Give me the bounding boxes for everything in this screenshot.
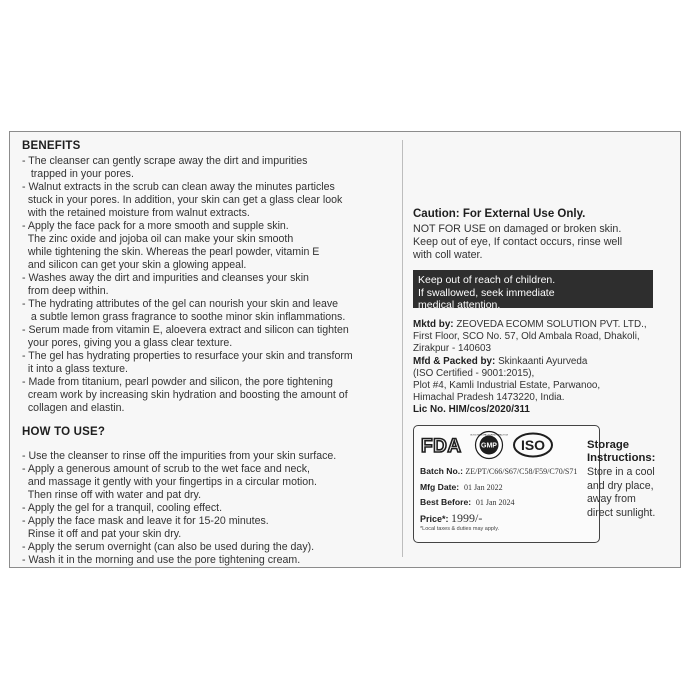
- manufacturer-address-line: Himachal Pradesh 1473220, India.: [413, 392, 565, 404]
- manufacturer-name: Skinkaanti Ayurveda: [498, 355, 588, 367]
- svg-text:GMP: GMP: [481, 442, 497, 450]
- storage-instructions: [587, 439, 679, 520]
- caution-text: [413, 223, 622, 263]
- manufactured-by-label: Mfd & Packed by:: [413, 355, 496, 367]
- caution-line: Keep out of eye, If contact occurs, rinse well: [413, 236, 623, 249]
- how-to-use-heading: HOW TO USE?: [22, 426, 106, 438]
- mfg-date-value: 01 Jan 2022: [463, 482, 503, 492]
- marketer-name: ZEOVEDA ECOMM SOLUTION PVT. LTD.,: [456, 319, 647, 330]
- benefits-line: stuck in your pores. In addition, your skin can get a glass clear look: [22, 194, 343, 206]
- benefits-line: your pores, giving you a glass clear texture.: [22, 337, 233, 349]
- benefits-line: - The hydrating attributes of the gel can nourish your skin and leave: [22, 298, 339, 310]
- svg-text:GOOD MANUFACTURING PRACTICE: GOOD MANUFACTURING PRACTICE: [469, 434, 509, 437]
- benefits-line: - Apply the face pack for a more smooth and supple skin.: [22, 220, 289, 232]
- column-divider: [402, 140, 403, 557]
- how-to-use-line: - Apply the serum overnight (can also be used during the day).: [22, 541, 315, 553]
- storage-title: Instructions:: [587, 452, 656, 464]
- price-label: Price: [420, 513, 443, 524]
- manufacturer-address-line: Plot #4, Kamli Industrial Estate, Parwanoo,: [413, 380, 601, 392]
- warning-line: Keep out of reach of children.: [418, 274, 556, 286]
- storage-line: Store in a cool: [587, 466, 655, 478]
- storage-line: direct sunlight.: [587, 506, 656, 519]
- benefits-heading: BENEFITS: [22, 140, 81, 152]
- price-row: Price*: 1999/-: [420, 510, 483, 525]
- how-to-use-line: and massage it gently with your fingertips in a circular motion.: [22, 476, 317, 488]
- mfg-date-label: Mfg Date:: [420, 481, 460, 492]
- price-value: 1999/-: [451, 510, 483, 525]
- benefits-line: trapped in your pores.: [22, 168, 134, 180]
- batch-info-box: [413, 425, 600, 543]
- certification-logos: [420, 430, 590, 458]
- how-to-use-line: - Apply a generous amount of scrub to the wet face and neck,: [22, 463, 310, 475]
- children-warning-box: [413, 270, 653, 311]
- benefits-line: - Made from titanium, pearl powder and silicon, the pore tightening: [22, 376, 333, 388]
- how-to-use-line: - Wash it in the morning and use the pore tightening cream.: [22, 554, 301, 566]
- benefits-line: cream work by increasing skin hydration and boosting the amount of: [22, 389, 348, 401]
- benefits-line: - The gel has hydrating properties to resurface your skin and transform: [22, 350, 353, 362]
- tax-note: *Local taxes & duties may apply.: [420, 526, 500, 532]
- how-to-use-line: - Apply the face mask and leave it for 15-20 minutes.: [22, 515, 269, 527]
- benefits-line: - Walnut extracts in the scrub can clean away the minutes particles: [22, 181, 335, 193]
- license-number: Lic No. HIM/cos/2020/311: [413, 404, 530, 416]
- caution-line: NOT FOR USE on damaged or broken skin.: [413, 223, 622, 235]
- warning-line: If swallowed, seek immediate: [418, 286, 555, 299]
- storage-line: away from: [587, 493, 636, 505]
- storage-title: Storage: [587, 439, 630, 451]
- caution-line: with coll water.: [413, 249, 483, 262]
- warning-line: medical attention.: [418, 299, 501, 311]
- benefits-line: The zinc oxide and jojoba oil can make your skin smooth: [22, 233, 294, 245]
- best-before-label: Best Before:: [420, 497, 472, 507]
- svg-text:FDA: FDA: [421, 436, 462, 457]
- benefits-line: from deep within.: [22, 285, 109, 297]
- iso-logo-icon: [512, 432, 554, 458]
- how-to-use-line: Rinse it off and pat your skin dry.: [22, 528, 182, 540]
- batch-number-value: ZE/PT/C66/S67/C58/F59/C70/S71: [465, 467, 578, 476]
- manufacturer-certification: (ISO Certified - 9001:2015),: [413, 367, 535, 379]
- benefits-line: - Washes away the dirt and impurities and cleanses your skin: [22, 272, 309, 284]
- batch-number-label: Batch No.:: [420, 466, 463, 476]
- benefits-line: a subtle lemon grass fragrance to soothe minor skin inflammations.: [22, 311, 346, 323]
- benefits-line: collagen and elastin.: [22, 402, 125, 414]
- gmp-seal-icon: [469, 430, 509, 460]
- batch-details: [420, 464, 577, 533]
- benefits-list: [22, 155, 394, 415]
- how-to-use-line: - Use the cleanser to rinse off the impurities from your skin surface.: [22, 450, 337, 462]
- how-to-use-list: [22, 450, 394, 567]
- best-before-value: 01 Jan 2024: [475, 498, 515, 507]
- how-to-use-line: Then rinse off with water and pat dry.: [22, 489, 202, 501]
- marketed-by-label: Mktd by:: [413, 319, 454, 330]
- how-to-use-line: - Apply the gel for a tranquil, cooling effect.: [22, 502, 223, 514]
- benefits-line: with the retained moisture from walnut extracts.: [22, 207, 250, 219]
- fda-logo-icon: [420, 434, 466, 456]
- svg-text:ISO: ISO: [520, 437, 546, 453]
- benefits-line: while tightening the skin. Whereas the pearl powder, vitamin E: [22, 246, 320, 258]
- benefits-line: and silicon can get your skin a glowing appeal.: [22, 259, 247, 271]
- storage-text: [587, 466, 679, 520]
- benefits-line: - Serum made from vitamin E, aloevera extract and silicon can tighten: [22, 324, 349, 336]
- benefits-line: - The cleanser can gently scrape away the dirt and impurities: [22, 155, 308, 167]
- benefits-line: it into a glass texture.: [22, 363, 128, 375]
- storage-line: and dry place,: [587, 479, 654, 492]
- marketer-address-line: Zirakpur - 140603: [413, 343, 491, 355]
- marketer-address-line: First Floor, SCO No. 57, Old Ambala Road, Dhakoli,: [413, 331, 640, 343]
- caution-heading: Caution: For External Use Only.: [413, 208, 586, 220]
- manufacturer-info: [413, 319, 647, 417]
